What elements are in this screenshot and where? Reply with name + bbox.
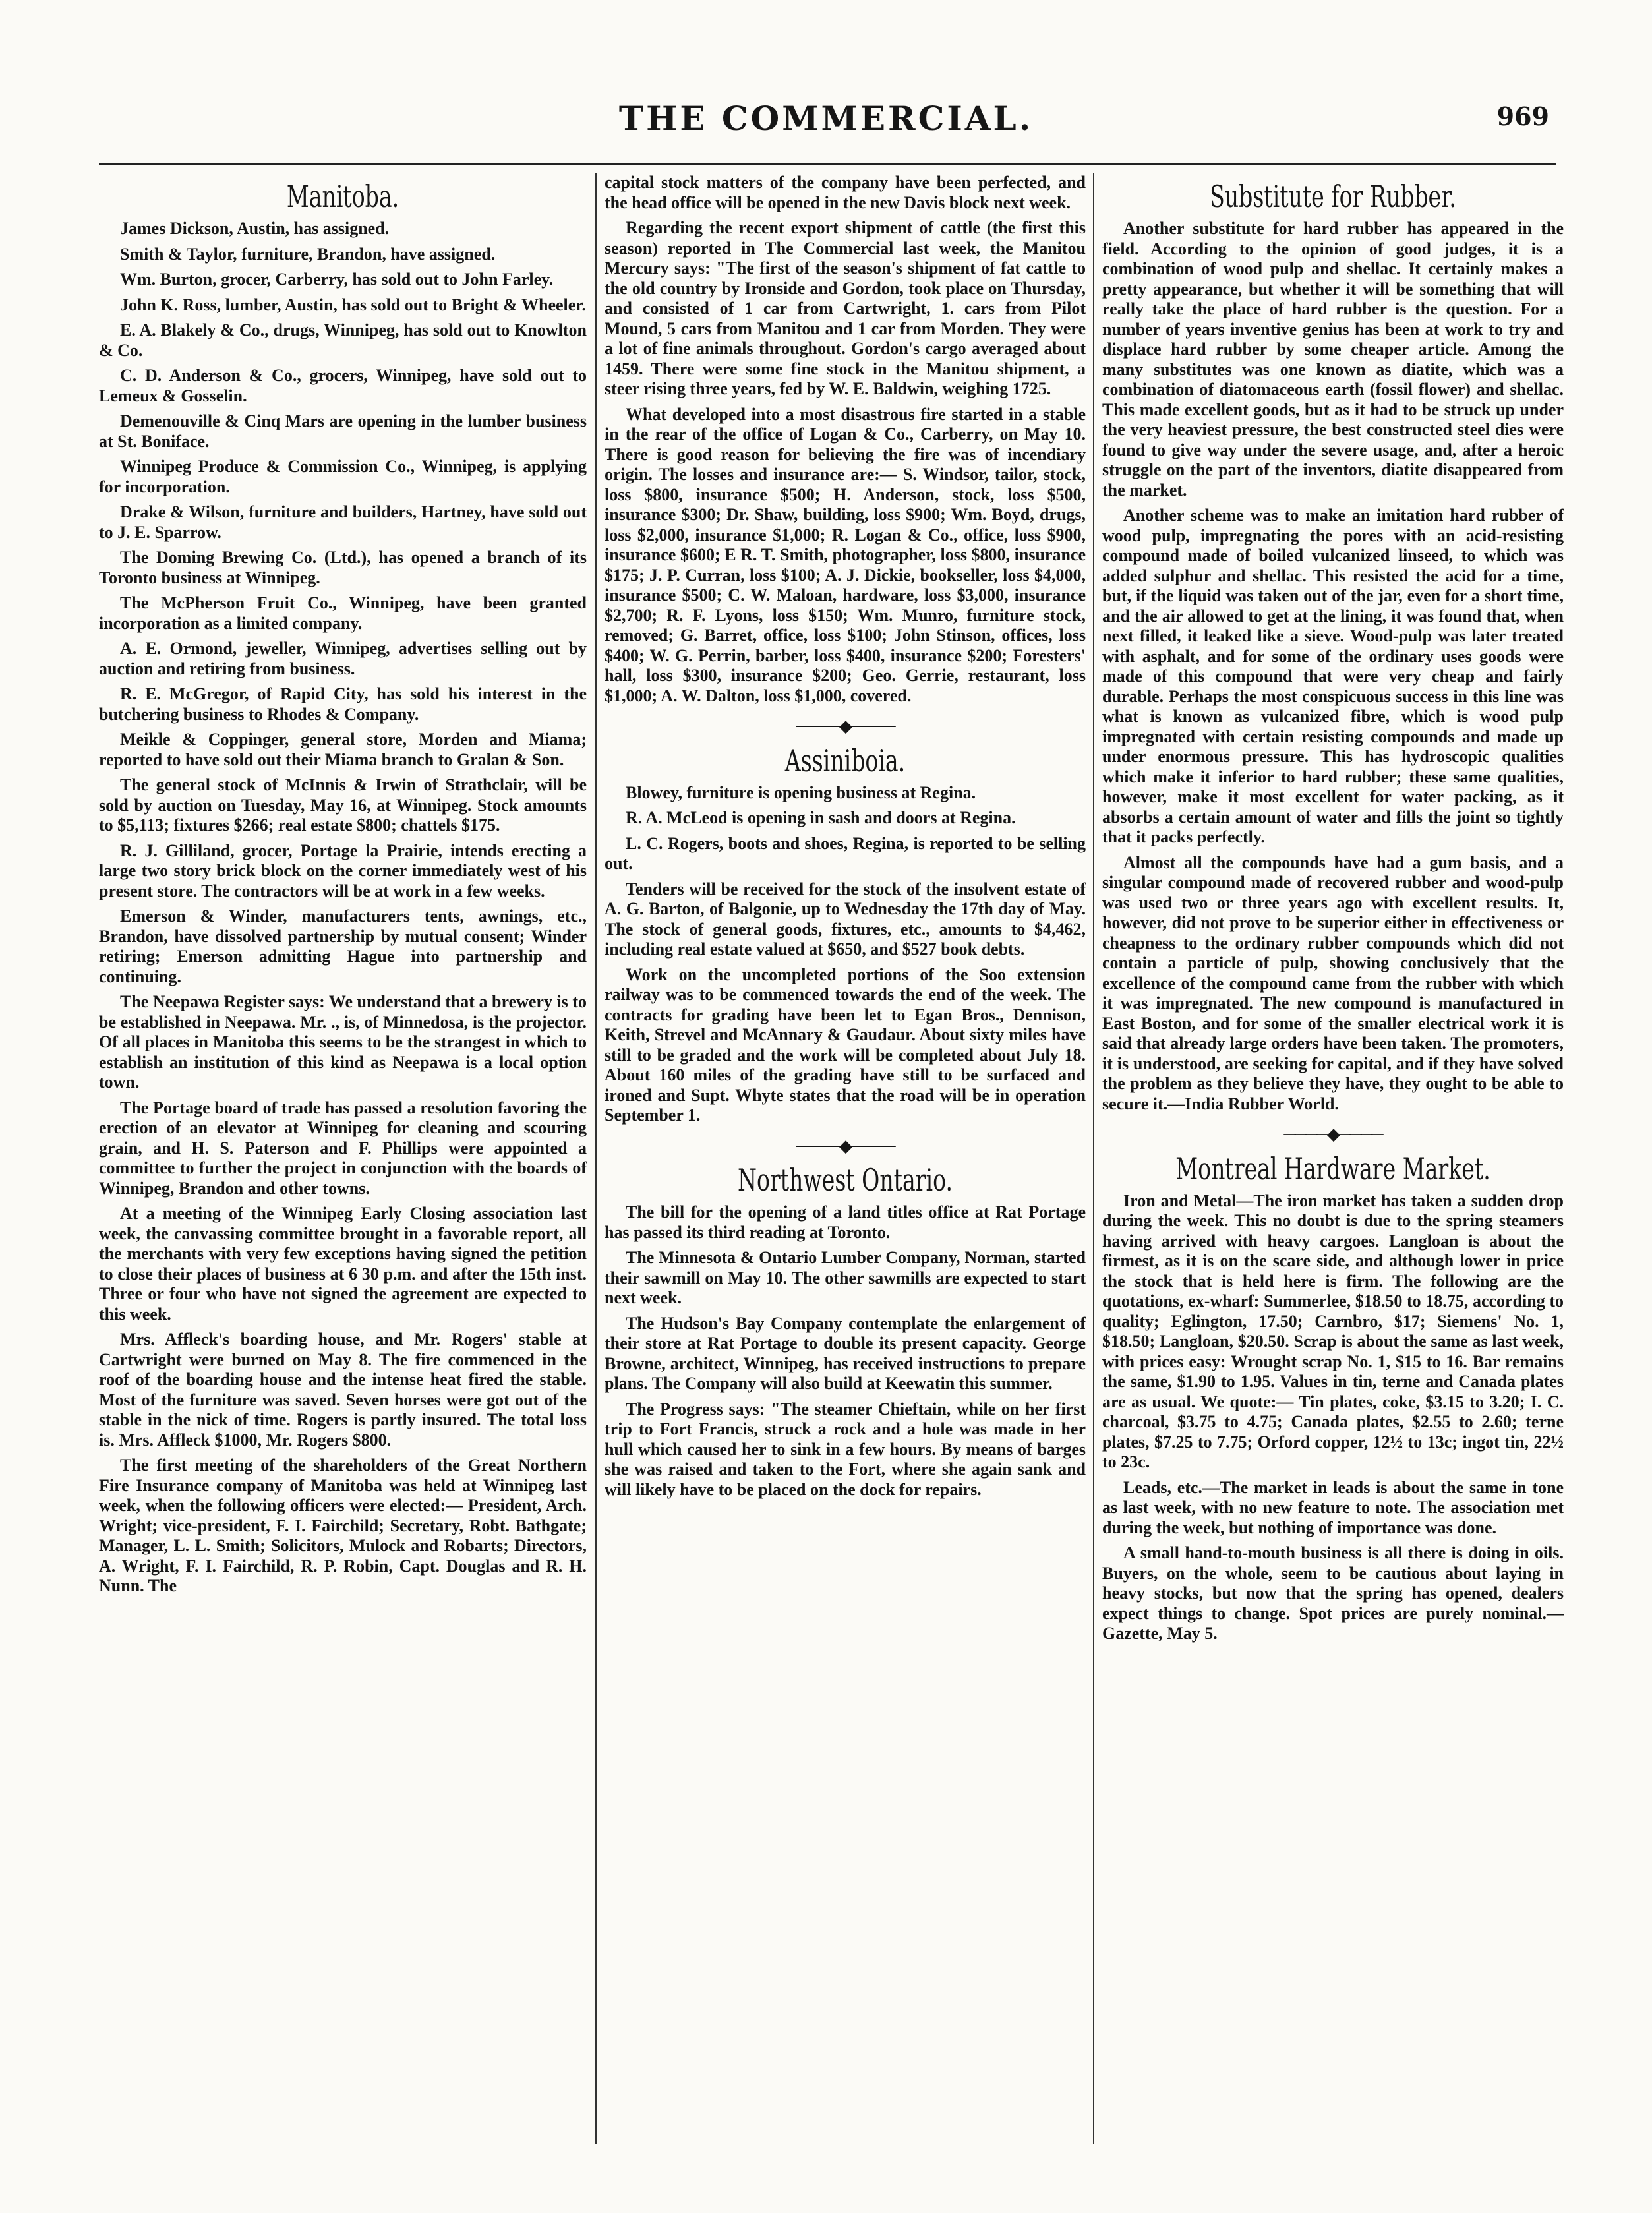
article-paragraph: Smith & Taylor, furniture, Brandon, have assigned. bbox=[120, 244, 496, 264]
article-paragraph: Iron and Metal—The iron market has taken a sudden drop during the week. This no doubt is due to the spring steamers having arrived with heavy cargoes. Langloan is about the firmest, as it is on the scare side, and although lower in price the stock that is held here is firm. The following are the quotations, ex-wharf: Summerlee, $18.50 to 18.75, according to quality; Eglington, 17.50; Carnbro, $17; Siemens' No. 1, $18.50; Langloan, $20.50. Scrap is about the same as last week, with prices easy: Wrought scrap No. 1, $15 to 16. Bar remains the same, $1.90 to 1.95. Values in tin, terne and Canada plates are as usual. We quote:— Tin plates, coke, $3.15 to 3.20; I. C. charcoal, $3.75 to 4.75; Canada plates, $2.55 to 2.60; terne plates, $7.25 to 7.75; Orford copper, 12½ to 13c; ingot tin, 22½ to 23c. bbox=[1102, 1191, 1564, 1471]
article-paragraph: R. J. Gilliland, grocer, Portage la Prairie, intends erecting a large two story brick block on the corner immediately west of his present store. The contractors will be at work in a few weeks. bbox=[99, 841, 587, 900]
article-paragraph: Emerson & Winder, manufacturers tents, awnings, etc., Brandon, have dissolved partnership by mutual consent; Winder retiring; Emerson admitting Hague into partnership and continuing. bbox=[99, 906, 587, 986]
article-paragraph: The McPherson Fruit Co., Winnipeg, have been granted incorporation as a limited company. bbox=[99, 593, 587, 633]
article-paragraph: Blowey, furniture is opening business at Regina. bbox=[626, 782, 976, 802]
article-paragraph: The general stock of McInnis & Irwin of Strathclair, will be sold by auction on Tuesday, May 16, at Winnipeg. Stock amounts to $5,113; fixtures $266; real estate $800; chattels $175. bbox=[99, 775, 587, 835]
article-paragraph: The first meeting of the shareholders of the Great Northern Fire Insurance company of Manitoba was held at Winnipeg last week, when the following officers were elected:— President, Arch. Wright; vice-president, F. I. Fairchild; Secretary, Robt. Bathgate; Manager, L. L. Smith; Solicitors, Mulock and Robarts; Directors, A. Wright, F. I. Fairchild, R. P. Robin, Capt. Douglas and R. H. Nunn. The bbox=[99, 1456, 587, 1595]
article-paragraph: capital stock matters of the company have been perfected, and the head office will be opened in the new Davis block next week. bbox=[605, 173, 1086, 212]
article-paragraph: The Portage board of trade has passed a resolution favoring the erection of an elevator at Winnipeg for cleaning and scouring grain, and H. S. Paterson and F. Phillips were appointed a committee to further the project in conjunction with the boards of Winnipeg, Brandon and other towns. bbox=[99, 1098, 587, 1198]
article-paragraph: The Neepawa Register says: We understand that a brewery is to be established in Neepawa. Mr. ., is, of Minnedosa, is the projector. Of all places in Manitoba this seems to be the strangest in which to establish an institution of this kind as Neepawa is a local option town. bbox=[99, 992, 587, 1092]
article-paragraph: Almost all the compounds have had a gum basis, and a singular compound made of recovered rubber and wood-pulp was used two or three years ago with excellent results. It, however, did not prove to be superior either in effectiveness or cheapness to the ordinary rubber compounds which did not contain a particle of pulp, showing conclusively that the excellence of the compound came from the rubber with which it was impregnated. The new compound is manufactured in East Boston, and for some of the smaller electrical work it is said that already large orders have been taken. The promoters, it is understood, are seeking for capital, and if they have solved the problem as they believe they have, they ought to be able to secure it.—India Rubber World. bbox=[1102, 852, 1564, 1113]
article-paragraph: R. E. McGregor, of Rapid City, has sold his interest in the butchering business to Rhodes & Company. bbox=[99, 684, 587, 724]
section-separator: ────◆──── bbox=[796, 1136, 895, 1156]
page-number: 969 bbox=[1496, 102, 1549, 131]
heading-substitute-for-rubber: Substitute for Rubber. bbox=[1210, 179, 1456, 214]
article-paragraph: A small hand-to-mouth business is all there is doing in oils. Buyers, on the whole, seem to be cautious about laying in heavy stocks, but now that the spring has opened, dealers expect things to change. Spot prices are purely nominal.—Gazette, May 5. bbox=[1102, 1543, 1564, 1643]
article-paragraph: Drake & Wilson, furniture and builders, Hartney, have sold out to J. E. Sparrow. bbox=[99, 502, 587, 542]
article-paragraph: Work on the uncompleted portions of the Soo extension railway was to be commenced towards the end of the week. The contracts for grading have been let to Egan Bros., Dennison, Keith, Strevel and McAnnary & Gaudaur. About sixty miles have still to be graded and the work will be completed about July 18. About 160 miles of the grading have still to be surfaced and ironed and Supt. Whyte states that the road will be in operation September 1. bbox=[605, 964, 1086, 1125]
heading-northwest-ontario: Northwest Ontario. bbox=[737, 1162, 953, 1198]
column-3 bbox=[1102, 173, 1564, 1649]
article-paragraph: The Progress says: "The steamer Chieftain, while on her first trip to Fort Francis, struck a rock and a hole was made in her hull which caused her to sink in a few hours. By means of barges she was raised and taken to the Fort, where she again sank and will likely have to be placed on the dock for repairs. bbox=[605, 1399, 1086, 1499]
column-divider-2 bbox=[1093, 173, 1094, 2144]
column-divider-1 bbox=[595, 173, 597, 2144]
article-paragraph: Tenders will be received for the stock of the insolvent estate of A. G. Barton, of Balgonie, up to Wednesday the 17th day of May. The stock of general goods, fixtures, etc., amounts to $4,462, including real estate valued at $650, and $527 book debts. bbox=[605, 879, 1086, 959]
article-paragraph: The Doming Brewing Co. (Ltd.), has opened a branch of its Toronto business at Winnipeg. bbox=[99, 548, 587, 587]
article-paragraph: Regarding the recent export shipment of cattle (the first this season) reported in The Commercial last week, the Manitou Mercury says: "The first of the season's shipment of fat cattle to the old country by Ironside and Gordon, took place on Thursday, and consisted of 1 car from Cartwright, 1. cars from Pilot Mound, 5 cars from Manitou and 1 car from Morden. They were a lot of fine animals throughout. Gordon's cargo averaged about 1459. There were some fine stock in the Manitou shipment, a steer rising three years, fed by W. E. Baldwin, weighing 1725. bbox=[605, 218, 1086, 398]
article-paragraph: A. E. Ormond, jeweller, Winnipeg, advertises selling out by auction and retiring from business. bbox=[99, 639, 587, 678]
heading-manitoba: Manitoba. bbox=[286, 179, 399, 214]
article-paragraph: The Minnesota & Ontario Lumber Company, Norman, started their sawmill on May 10. The other sawmills are expected to start next week. bbox=[605, 1248, 1086, 1307]
article-paragraph: The bill for the opening of a land titles office at Rat Portage has passed its third reading at Toronto. bbox=[605, 1202, 1086, 1242]
article-paragraph: At a meeting of the Winnipeg Early Closing association last week, the canvassing committee brought in a favorable report, all the merchants with very few exceptions having signed the petition to close their places of business at 6 30 p.m. and after the 15th inst. Three or four who have not signed the agreement are expected to this week. bbox=[99, 1204, 587, 1324]
heading-montreal-hardware-market: Montreal Hardware Market. bbox=[1175, 1150, 1490, 1187]
column-2 bbox=[605, 173, 1086, 1505]
header-rule bbox=[99, 163, 1556, 165]
article-paragraph: The Hudson's Bay Company contemplate the enlargement of their store at Rat Portage to double its present capacity. George Browne, architect, Winnipeg, has received instructions to prepare plans. The Company will also build at Keewatin this summer. bbox=[605, 1313, 1086, 1393]
article-paragraph: C. D. Anderson & Co., grocers, Winnipeg, have sold out to Lemeux & Gosselin. bbox=[99, 366, 587, 405]
heading-assiniboia: Assiniboia. bbox=[784, 742, 906, 779]
masthead bbox=[0, 99, 1652, 145]
article-paragraph: John K. Ross, lumber, Austin, has sold out to Bright & Wheeler. bbox=[120, 295, 586, 314]
column-1 bbox=[99, 173, 587, 1602]
article-paragraph: Meikle & Coppinger, general store, Morden and Miama; reported to have sold out their Miama branch to Gralan & Son. bbox=[99, 730, 587, 769]
article-paragraph: R. A. McLeod is opening in sash and doors at Regina. bbox=[626, 808, 1016, 827]
section-separator: ────◆──── bbox=[1283, 1125, 1382, 1144]
article-paragraph: Demenouville & Cinq Mars are opening in the lumber business at St. Boniface. bbox=[99, 411, 587, 451]
article-paragraph: Leads, etc.—The market in leads is about the same in tone as last week, with no new feature to note. The association met during the week, but nothing of importance was done. bbox=[1102, 1477, 1564, 1537]
newspaper-title: THE COMMERCIAL. bbox=[618, 99, 1034, 138]
article-paragraph: Another scheme was to make an imitation hard rubber of wood pulp, impregnating the pores with an acid-resisting compound made of boiled vulcanized linseed, to which was added sulphur and shellac. This resisted the acid for a time, but, if the liquid was taken out of the jar, even for a short time, and the air allowed to get at the lining, it was found that, when next filled, it leaked like a sieve. Wood-pulp was later treated with asphalt, and for some of the ordinary uses goods were made of this compound that were very cheap and fairly durable. Perhaps the most conspicuous success in this line was what is known as vulcanized fibre, which is wood pulp impregnated with certain resisting compounds and made up under enormous pressure. This has hydroscopic qualities which make it inferior to hard rubber; these same qualities, however, make it most excellent for water packing, as it absorbs a certain amount of water and fills the joint so tightly that it packs perfectly. bbox=[1102, 506, 1564, 846]
article-paragraph: L. C. Rogers, boots and shoes, Regina, is reported to be selling out. bbox=[605, 833, 1086, 873]
article-paragraph: What developed into a most disastrous fire started in a stable in the rear of the office of Logan & Co., Carberry, on May 10. There is good reason for believing the fire was of incendiary origin. The losses and insurance are:— S. Windsor, tailor, stock, loss $800, insurance $500; H. Anderson, stock, loss $500, insurance $300; Dr. Shaw, building, loss $900; Wm. Boyd, drugs, loss $2,000, insurance $1,000; R. Logan & Co., office, loss $900, insurance $600; E R. T. Smith, photographer, loss $800, insurance $175; J. P. Curran, loss $100; A. J. Dickie, bookseller, loss $4,000, insurance $500; C. W. Maloan, hardware, loss $3,000, insurance $2,700; R. F. Lyons, loss $150; Wm. Munro, furniture stock, removed; G. Barret, office, loss $100; John Stinson, offices, loss $400; W. G. Perrin, barber, loss $400, insurance $200; Foresters' hall, loss $300, insurance $200; Geo. Gerrie, restaurant, loss $1,000; A. W. Dalton, loss $1,000, covered. bbox=[605, 404, 1086, 705]
article-paragraph: James Dickson, Austin, has assigned. bbox=[120, 219, 390, 238]
section-separator: ────◆──── bbox=[796, 717, 895, 736]
article-paragraph: E. A. Blakely & Co., drugs, Winnipeg, has sold out to Knowlton & Co. bbox=[99, 320, 587, 360]
article-paragraph: Wm. Burton, grocer, Carberry, has sold out to John Farley. bbox=[120, 270, 554, 289]
article-paragraph: Mrs. Affleck's boarding house, and Mr. Rogers' stable at Cartwright were burned on May 8. The fire commenced in the roof of the boarding house and the intense heat fired the stable. Most of the furniture was saved. Seven horses were got out of the stable in the nick of time. Rogers is partly insured. The total loss is. Mrs. Affleck $1000, Mr. Rogers $800. bbox=[99, 1330, 587, 1450]
article-paragraph: Another substitute for hard rubber has appeared in the field. According to the opinion of good judges, it is a combination of wood pulp and shellac. It certainly makes a pretty appearance, but whether it will be something that will really take the place of hard rubber is the question. For a number of years inventive genius has been at work to try and displace hard rubber by some cheaper article. Among the many substitutes was one known as diatite, which was a combination of diatomaceous earth (fossil flower) and shellac. This made excellent goods, but as it had to be struck up under the very heaviest pressure, the best constructed steel dies were found to give way under the severe usage, and, after a heroic struggle on the part of the inventors, diatite disappeared from the market. bbox=[1102, 219, 1564, 500]
article-paragraph: Winnipeg Produce & Commission Co., Winnipeg, is applying for incorporation. bbox=[99, 457, 587, 496]
